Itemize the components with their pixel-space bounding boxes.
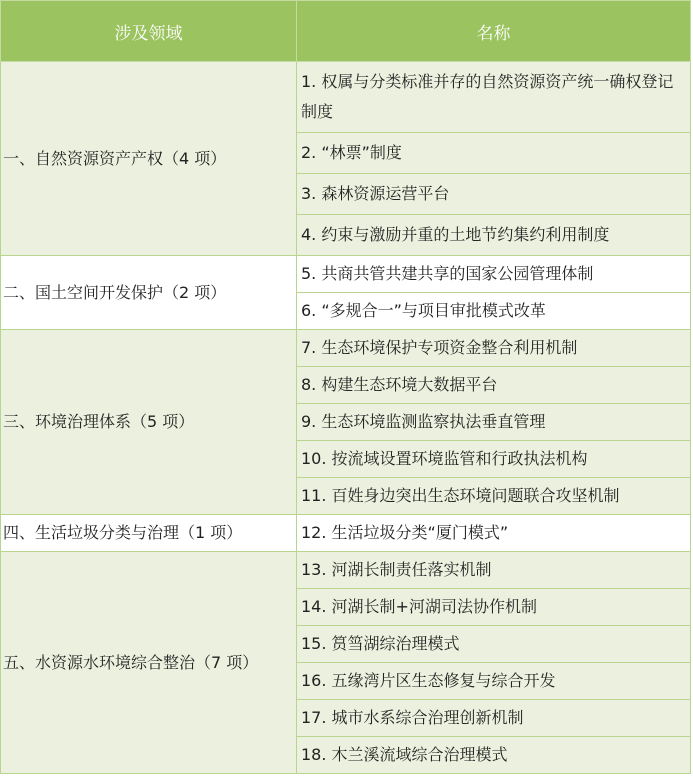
domain-cell-4: 四、生活垃圾分类与治理（1 项） — [1, 515, 297, 552]
item-cell: 18. 木兰溪流域综合治理模式 — [297, 737, 691, 774]
domain-cell-1: 一、自然资源资产产权（4 项） — [1, 62, 297, 256]
item-cell: 8. 构建生态环境大数据平台 — [297, 367, 691, 404]
item-cell: 13. 河湖长制责任落实机制 — [297, 552, 691, 589]
item-cell: 7. 生态环境保护专项资金整合利用机制 — [297, 330, 691, 367]
item-cell: 17. 城市水系综合治理创新机制 — [297, 700, 691, 737]
domain-cell-3: 三、环境治理体系（5 项） — [1, 330, 297, 515]
item-cell: 10. 按流域设置环境监管和行政执法机构 — [297, 441, 691, 478]
item-cell: 2. “林票”制度 — [297, 133, 691, 174]
header-row — [1, 1, 691, 62]
item-cell: 1. 权属与分类标准并存的自然资源资产统一确权登记制度 — [297, 62, 691, 133]
item-cell: 3. 森林资源运营平台 — [297, 174, 691, 215]
table-row — [1, 515, 691, 552]
table-row — [1, 256, 691, 293]
item-cell: 11. 百姓身边突出生态环境问题联合攻坚机制 — [297, 478, 691, 515]
domain-cell-5: 五、水资源水环境综合整治（7 项） — [1, 552, 297, 774]
item-cell: 4. 约束与激励并重的土地节约集约利用制度 — [297, 215, 691, 256]
table-row — [1, 62, 691, 133]
item-cell: 9. 生态环境监测监察执法垂直管理 — [297, 404, 691, 441]
item-cell: 12. 生活垃圾分类“厦门模式” — [297, 515, 691, 552]
table-row — [1, 330, 691, 367]
domain-cell-2: 二、国土空间开发保护（2 项） — [1, 256, 297, 330]
item-cell: 15. 筼筜湖综治理模式 — [297, 626, 691, 663]
item-cell: 6. “多规合一”与项目审批模式改革 — [297, 293, 691, 330]
header-domain: 涉及领域 — [1, 1, 297, 62]
item-cell: 14. 河湖长制+河湖司法协作机制 — [297, 589, 691, 626]
table-row — [1, 552, 691, 589]
item-cell: 16. 五缘湾片区生态修复与综合开发 — [297, 663, 691, 700]
item-cell: 5. 共商共管共建共享的国家公园管理体制 — [297, 256, 691, 293]
header-name: 名称 — [297, 1, 691, 62]
